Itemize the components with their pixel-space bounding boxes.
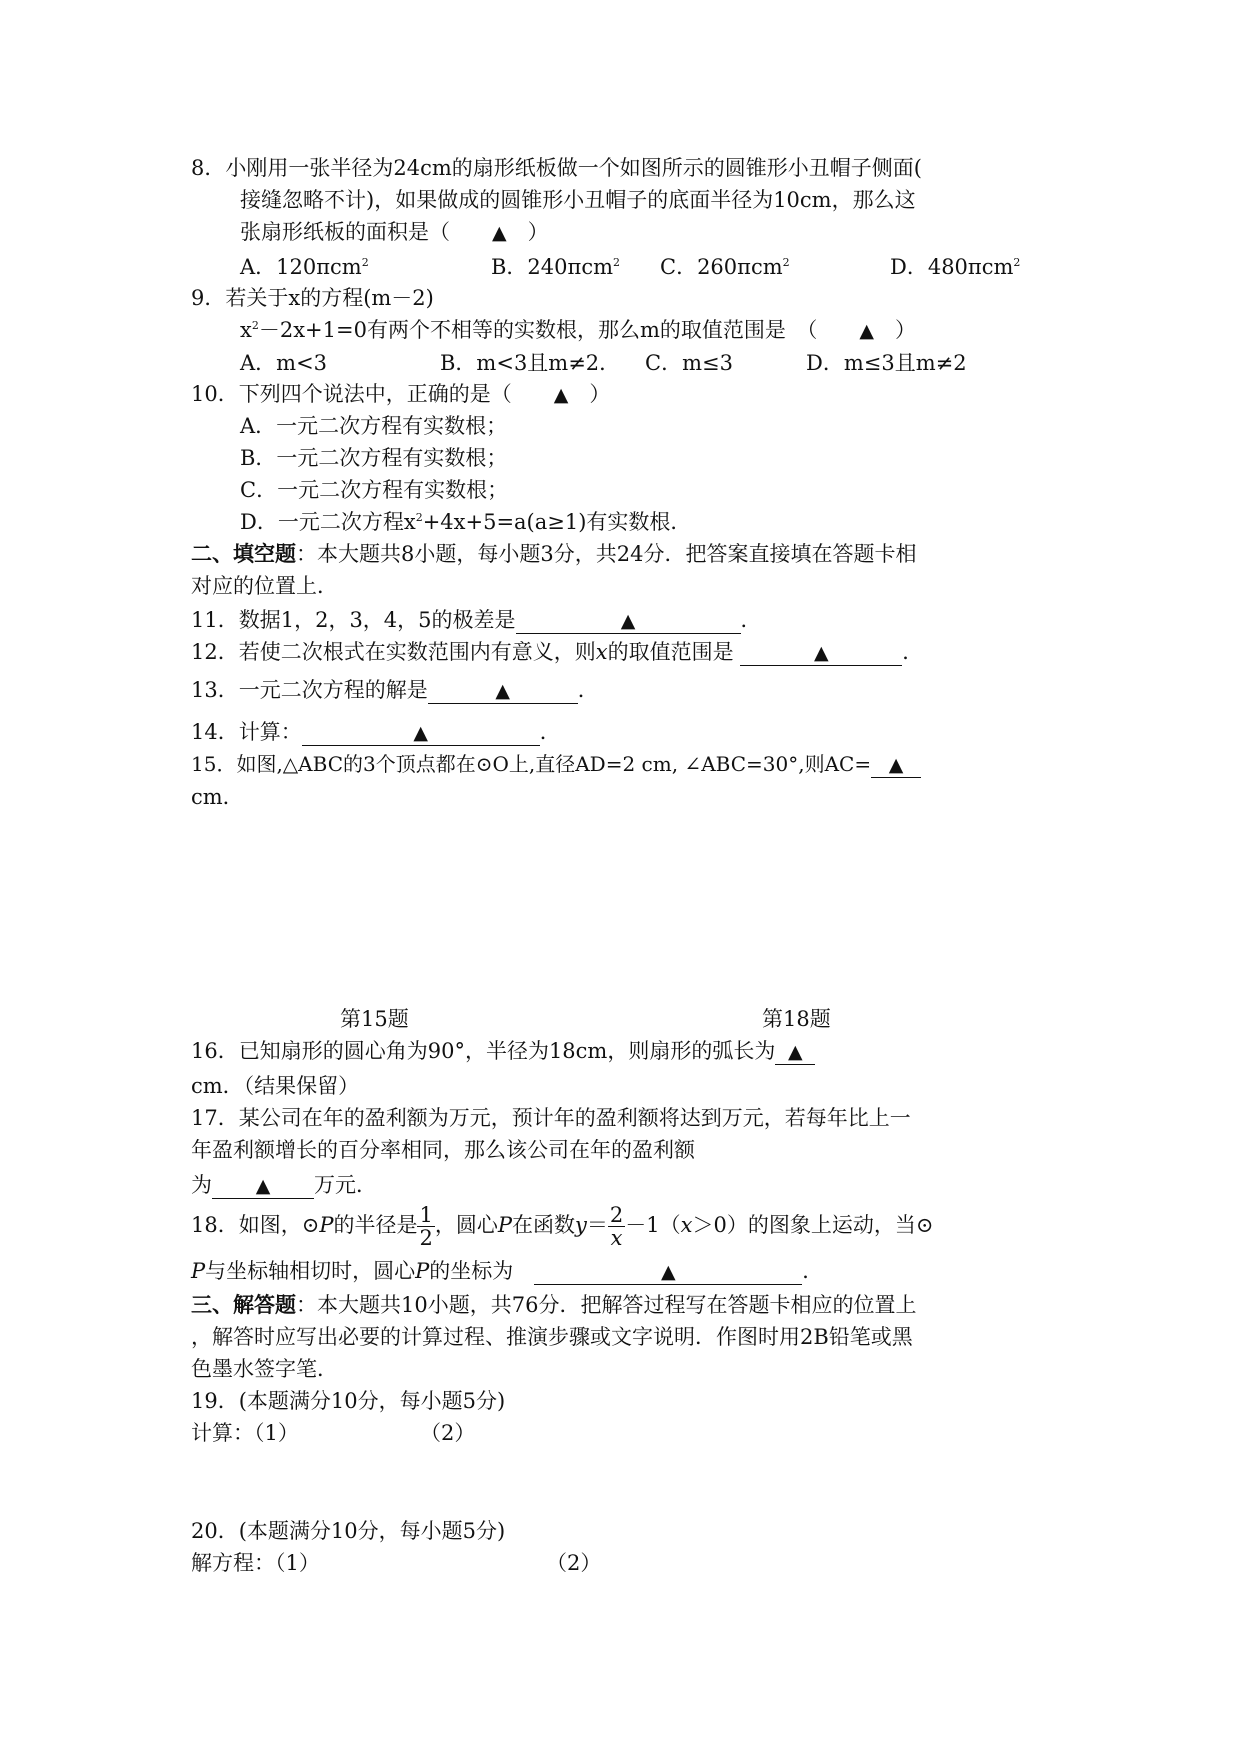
q18-line1: 18．如图，⊙P的半径是 $\frac{1}{2}$ ，圆心P在函数y＝ $\frac{2}{x}$ －1（x＞0）的图象上运动，当⊙ — [191, 1203, 934, 1250]
q9-option-b: B．m<3且m≠2． — [440, 351, 621, 375]
q16-line2: cm．（结果保留） — [191, 1074, 360, 1098]
q9-line1: 9．若关于x的方程(m－2) — [191, 286, 434, 310]
answer-blank — [428, 678, 578, 704]
fraction-two-over-x: $\frac{2}{x}$ — [609, 1203, 624, 1250]
q17-line2: 年盈利额增长的百分率相同，那么该公司在年的盈利额 — [191, 1138, 695, 1162]
q8-line2: 接缝忽略不计)，如果做成的圆锥形小丑帽子的底面半径为10cm，那么这 — [240, 188, 916, 212]
answer-blank — [302, 720, 540, 746]
answer-blank — [871, 752, 921, 778]
answer-mark-icon: ▲ — [553, 384, 569, 406]
caption-fig15: 第15题 — [340, 1007, 409, 1031]
q15-line1: 15．如图,△ABC的3个顶点都在⊙O上,直径AD=2 cm, ∠ABC=30°,则AC= ▲ — [191, 751, 921, 778]
q13: 13．一元二次方程的解是 ▲ ． — [191, 678, 599, 702]
section2-heading: 二、填空题：本大题共8小题，每小题3分，共24分．把答案直接填在答题卡相 — [191, 541, 917, 566]
q9-line2: $x^2-2x+1=0$有两个不相等的实数根，那么m的取值范围是 （ ▲ ） — [240, 318, 916, 342]
answer-mark-icon: ▲ — [813, 642, 829, 664]
q17-line3: 为 ▲ 万元． — [191, 1173, 377, 1197]
answer-blank — [534, 1259, 802, 1285]
answer-mark-icon: ▲ — [859, 320, 874, 342]
q10-option-d: D．一元二次方程$x^2+4x+5=a(a\ge 1)$有实数根． — [240, 510, 692, 534]
q10-option-c: C．一元二次方程有实数根； — [240, 478, 509, 502]
q20-label: 解方程：（1） — [191, 1551, 320, 1575]
q10-option-a: A．一元二次方程有实数根； — [240, 414, 508, 438]
section3-heading: 三、解答题：本大题共10小题，共76分．把解答过程写在答题卡相应的位置上 — [191, 1292, 917, 1317]
q8-option-b: B．240πcm$^2$ — [491, 255, 620, 279]
answer-mark-icon: ▲ — [492, 222, 507, 244]
fraction-one-half: $\frac{1}{2}$ — [419, 1203, 433, 1250]
q9-option-a: A．m<3 — [240, 351, 328, 375]
q19-line1: 19．(本题满分10分，每小题5分) — [191, 1389, 506, 1413]
q14: 14．计算： ▲ ． — [191, 720, 561, 744]
answer-mark-icon: ▲ — [788, 1041, 803, 1063]
answer-mark-icon: ▲ — [495, 680, 511, 702]
q15-line2: cm． — [191, 785, 244, 809]
answer-blank — [516, 608, 741, 634]
section3-line3: 色墨水签字笔． — [191, 1357, 338, 1381]
answer-mark-icon: ▲ — [660, 1261, 676, 1283]
q9-option-d: D．m≤3且m≠2 — [806, 351, 967, 375]
q8-option-a: A．120πcm$^2$ — [240, 255, 369, 279]
answer-blank — [740, 640, 902, 666]
answer-blank — [212, 1173, 314, 1199]
q8-line1: 8．小刚用一张半径为24cm的扇形纸板做一个如图所示的圆锥形小丑帽子侧面( — [191, 156, 922, 180]
q19-part2: （2） — [420, 1421, 476, 1445]
q12: 12．若使二次根式在实数范围内有意义，则x的取值范围是 ▲ ． — [191, 640, 924, 664]
q9-option-c: C．m≤3 — [645, 351, 733, 375]
answer-mark-icon: ▲ — [620, 610, 636, 632]
answer-blank — [775, 1039, 815, 1065]
q17-line1: 17．某公司在年的盈利额为万元，预计年的盈利额将达到万元，若每年比上一 — [191, 1106, 911, 1130]
section2-line2: 对应的位置上． — [191, 574, 338, 598]
caption-fig18: 第18题 — [762, 1007, 831, 1031]
q19-label: 计算：（1） — [191, 1421, 299, 1445]
q8-option-c: C．260πcm$^2$ — [660, 255, 790, 279]
q10-line1: 10．下列四个说法中，正确的是（ ▲ ） — [191, 382, 611, 406]
q16-line1: 16．已知扇形的圆心角为90°，半径为18cm，则扇形的弧长为 ▲ — [191, 1038, 815, 1065]
answer-mark-icon: ▲ — [413, 722, 429, 744]
answer-mark-icon: ▲ — [255, 1175, 271, 1197]
q20-part2: （2） — [546, 1551, 602, 1575]
q11: 11．数据1，2，3，4，5的极差是 ▲ ． — [191, 608, 762, 632]
q20-line1: 20．(本题满分10分，每小题5分) — [191, 1519, 506, 1543]
section3-line2: ，解答时应写出必要的计算过程、推演步骤或文字说明．作图时用2B铅笔或黑 — [191, 1325, 913, 1349]
q8-option-d: D．480πcm$^2$ — [890, 255, 1021, 279]
q10-option-b: B．一元二次方程有实数根； — [240, 446, 508, 470]
answer-mark-icon: ▲ — [888, 754, 904, 776]
q8-line3: 张扇形纸板的面积是（ ▲ ） — [240, 220, 549, 244]
q18-line2: P与坐标轴相切时，圆心P的坐标为 ▲ ． — [191, 1259, 824, 1283]
